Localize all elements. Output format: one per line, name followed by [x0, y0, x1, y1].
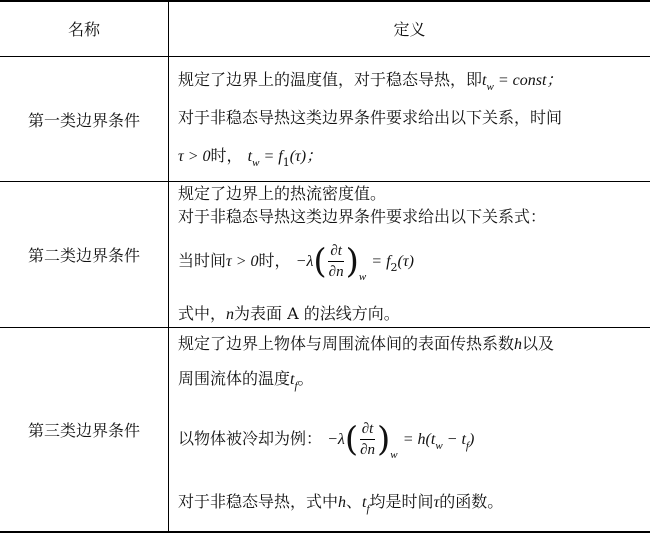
row-2-line-3: 当时间τ > 0时， −λ( $\frac{\partial t}{\partial n}$ )$_w = f_2(\tau)$: [178, 241, 414, 283]
row-3-line-2: 周围流体的温度$t_f$。: [178, 369, 314, 392]
row-1-line-2: 对于非稳态导热这类边界条件要求给出以下关系，时间: [178, 108, 563, 127]
row-2-line-1: 规定了边界上的热流密度值。: [178, 184, 387, 203]
header-definition: 定义: [393, 19, 426, 39]
row-2-line-2: 对于非稳态导热这类边界条件要求给出以下关系式：: [178, 207, 547, 226]
row-1-name: 第一类边界条件: [27, 110, 140, 130]
row-2-name: 第二类边界条件: [27, 246, 140, 265]
row-2-line-4: 式中，n为表面 A 的法线方向。: [178, 304, 400, 323]
row-1-line-1: 规定了边界上的温度值，对于稳态导热，即$t_w$ = const；: [178, 70, 563, 93]
header-name: 名称: [67, 19, 100, 39]
row-1-line-3: τ > 0时， $t_w = f_1(\tau)$；: [178, 146, 323, 169]
column-divider: [168, 0, 169, 533]
row-3-line-4: 对于非稳态导热，式中h、$t_f$均是时间τ的函数。: [178, 492, 504, 515]
row-3-line-3: 以物体被冷却为例： −λ( $\frac{\partial t}{\partial n}$ )$_w = h(t_w - t_f)$: [178, 419, 475, 461]
partial-fraction: $\frac{\partial t}{\partial n}$: [360, 421, 376, 458]
row-3-name: 第三类边界条件: [27, 421, 140, 440]
partial-fraction: $\frac{\partial t}{\partial n}$: [328, 243, 344, 280]
row-3-line-1: 规定了边界上物体与周围流体间的表面传热系数h以及: [178, 334, 555, 353]
